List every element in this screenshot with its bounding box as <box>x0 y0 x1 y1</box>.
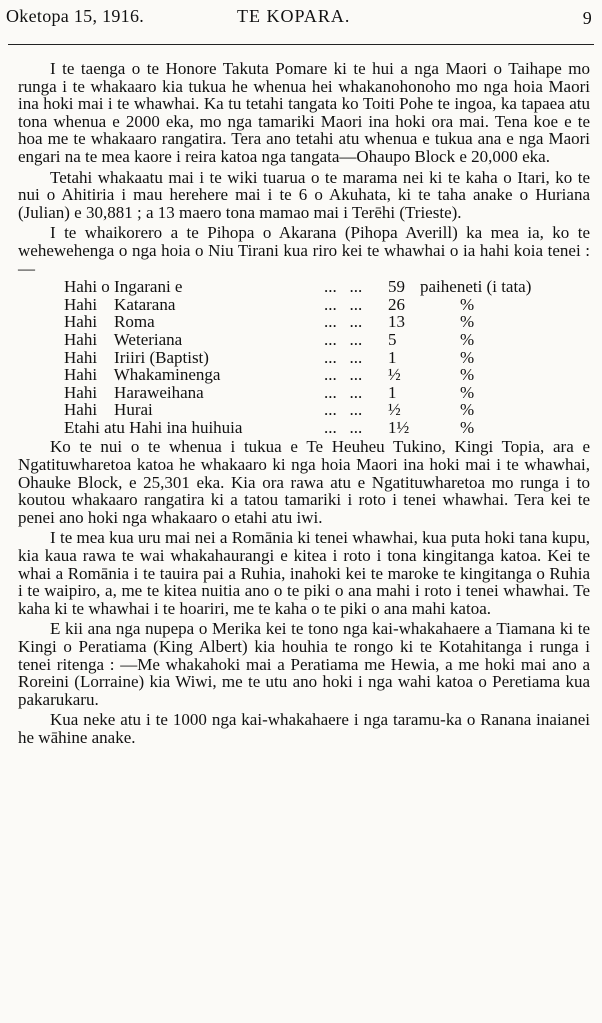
table-row <box>64 366 531 384</box>
row-dots: ... ... <box>324 277 363 297</box>
row-value: 26 <box>388 294 405 314</box>
denomination-table <box>64 278 531 436</box>
row-dots: ... ... <box>324 312 363 332</box>
row-value: 1 <box>388 382 397 402</box>
row-unit: % <box>460 400 475 420</box>
paragraph-pomare: I te taenga o te Honore Takuta Pomare ki te hui a nga Maori o Taihape mo runga i te whakaaro kia tukua he whenua hei whakanohonoho mo nga hoia Maori ina hoki mai i te whawhai. Ka tu tetahi tangata ko Toiti Pohe te ingoa, ka tapaea atu tona whenua e 2000 eka, mo nga tamariki Maori ina hoki ora mai. Tena koe e te hoa me te whakaaro rangatira. Tera ano tetahi atu whenua e tukua ana e nga Maori engari na te mea kaore i reira katoa nga tangata—Ohaupo Block e 20,000 eka. <box>18 59 590 166</box>
row-name: Hahi Haraweihana <box>64 382 204 402</box>
header-rule <box>8 44 594 45</box>
table-row <box>64 349 531 367</box>
row-name: Hahi Katarana <box>64 294 176 314</box>
row-dots: ... ... <box>324 329 363 349</box>
row-unit: paiheneti (i tata) <box>420 277 532 297</box>
paragraph-ranana: Kua neke atu i te 1000 nga kai-whakahaere i nga taramu-ka o Ranana inaianei he wāhine anake. <box>18 710 590 747</box>
row-unit: % <box>460 294 475 314</box>
row-value: 13 <box>388 312 405 332</box>
row-value: 5 <box>388 329 397 349</box>
header-date: Oketopa 15, 1916. <box>6 6 145 26</box>
row-unit: % <box>460 329 475 349</box>
row-name: Hahi Weteriana <box>64 329 183 349</box>
row-value: ½ <box>388 400 401 420</box>
page-number: 9 <box>582 8 592 28</box>
paragraph-heuheu: Ko te nui o te whenua i tukua e Te Heuheu Tukino, Kingi Topia, ara e Ngatituwharetoa katoa he whakaaro ki nga hoia Maori ina hoki mai i te whawhai, Ohauke Block, e 25,301 eka. Kia ora rawa atu e Ngatituwharetoa mo runga i to koutou whakaaro rangatira ki a tatou tamariki i roto i tenei whawhai. Tera kei te penei ano hoki nga whakaaro o etahi atu iwi. <box>18 437 590 527</box>
row-value: 1 <box>388 347 397 367</box>
paragraph-itari: Tetahi whakaatu mai i te wiki tuarua o te marama nei ki te kaha o Itari, ko te nui o Ahitiria i mau herehere mai i te 6 o Akuhata, ki te taha anake o Huriana (Julian) e 30,881 ; a 13 maero tona mamao mai i Terēhi (Trieste). <box>18 167 590 222</box>
row-value: ½ <box>388 365 401 385</box>
row-dots: ... ... <box>324 294 363 314</box>
table-row <box>64 419 531 437</box>
row-dots: ... ... <box>324 417 363 437</box>
row-unit: % <box>460 347 475 367</box>
article-body <box>18 60 590 747</box>
page-header <box>6 6 596 34</box>
table-row <box>64 331 531 349</box>
row-dots: ... ... <box>324 400 363 420</box>
row-name: Hahi Iriiri (Baptist) <box>64 347 209 367</box>
row-value: 1½ <box>388 417 410 437</box>
row-unit: % <box>460 417 475 437</box>
table-row <box>64 384 531 402</box>
header-title: TE KOPARA. <box>237 6 351 26</box>
row-name: Etahi atu Hahi ina huihuia <box>64 417 243 437</box>
paragraph-pihopa: I te whaikorero a te Pihopa o Akarana (Pihopa Averill) ka mea ia, ko te wehewehenga o nga hoia o Niu Tirani kua riro kei te whawhai o ia hahi koia tenei :— <box>18 223 590 278</box>
row-name: Hahi Hurai <box>64 400 153 420</box>
paragraph-merika: E kii ana nga nupepa o Merika kei te tono nga kai-whakahaere a Tiamana ki te Kingi o Peratiama (King Albert) kia houhia te rongo ki te Kotahitanga i runga i tenei ritenga : —Me whakahoki mai a Peratiama me Hewia, a me hoki mai ano a Roreini (Lorraine) kia Wiwi, me te utu ano hoki i nga wahi katoa o Peretiama kua pakarukaru. <box>18 619 590 709</box>
row-unit: % <box>460 382 475 402</box>
row-dots: ... ... <box>324 365 363 385</box>
table-row <box>64 296 531 314</box>
table-row <box>64 313 531 331</box>
table-row <box>64 278 531 296</box>
table-row <box>64 401 531 419</box>
row-unit: % <box>460 365 475 385</box>
row-value: 59 <box>388 277 405 297</box>
row-name: Hahi Roma <box>64 312 155 332</box>
row-dots: ... ... <box>324 382 363 402</box>
paragraph-romania: I te mea kua uru mai nei a Romānia ki tenei whawhai, kua puta hoki tana kupu, kia kaua rawa te wai whakahaurangi e kitea i roto i tona kingitanga katoa. Kei te whai a Romānia i te tauira pai a Ruhia, inahoki kei te maroke te kingitanga o Ruhia i te waipiro, a, me te kitea nuitia ano o te piki o ana mahi i roto i tenei whawhai. Te kaha ki te whawhai i te hoariri, me te kaha o te piki o ana mahi katoa. <box>18 528 590 618</box>
row-name: Hahi Whakaminenga <box>64 365 221 385</box>
row-dots: ... ... <box>324 347 363 367</box>
row-name: Hahi o Ingarani e <box>64 277 183 297</box>
row-unit: % <box>460 312 475 332</box>
